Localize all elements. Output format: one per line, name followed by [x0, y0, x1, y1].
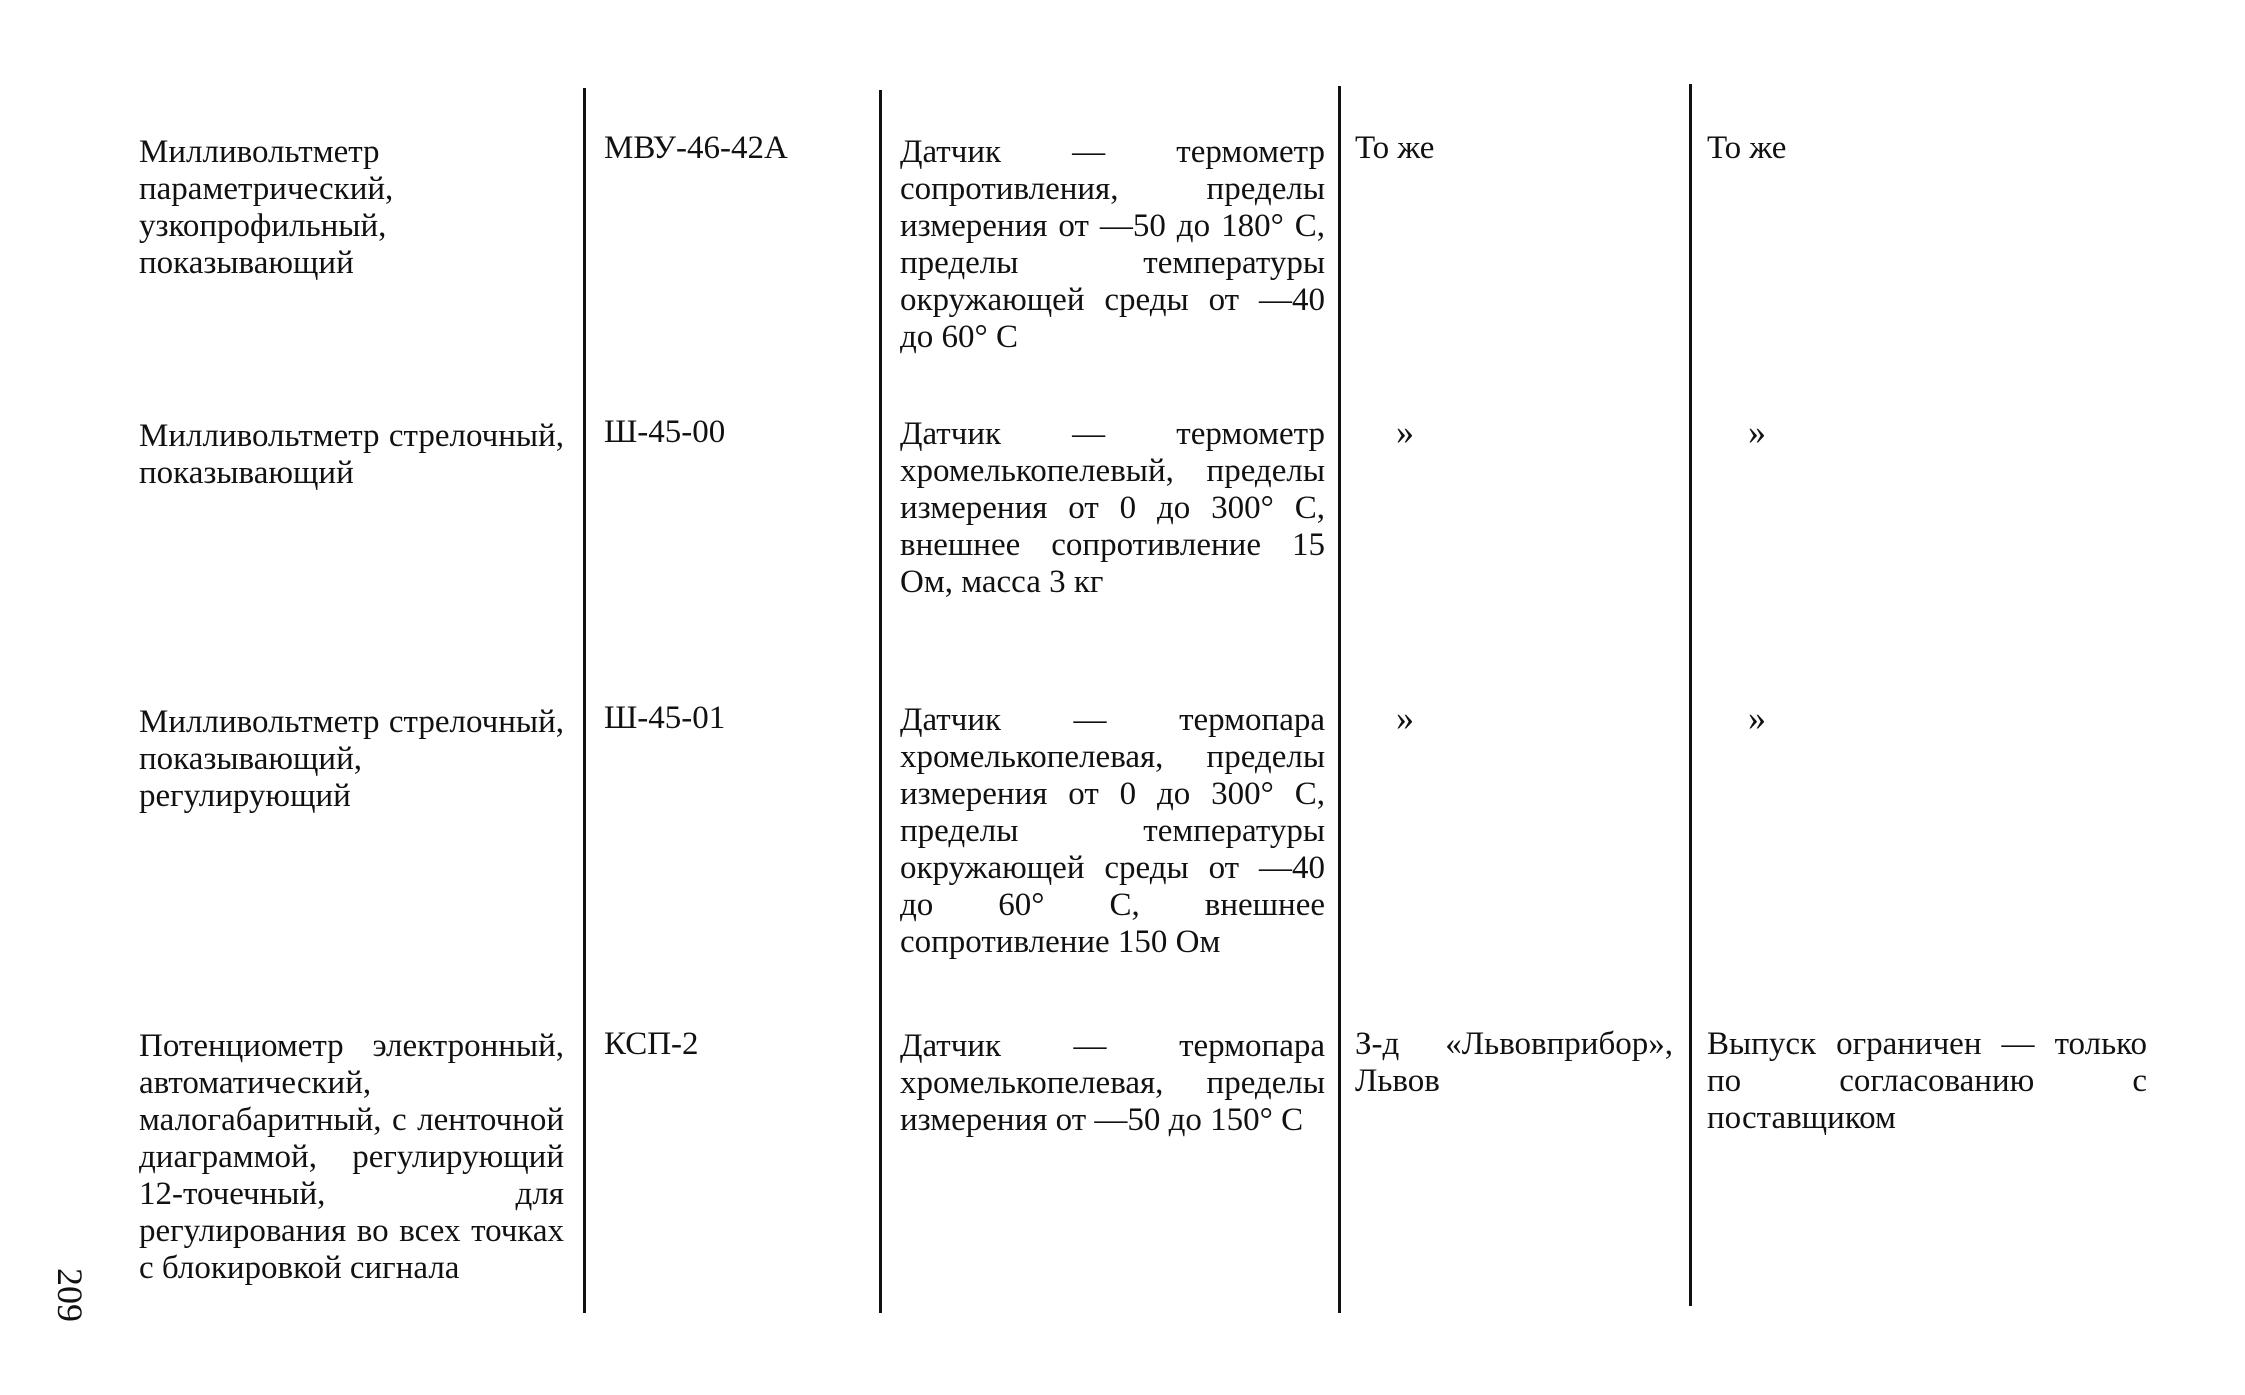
row-1-spec: Датчик — термометр сопротивления, пределы измерения от —50 до 180° С, пределы температуры окружающей среды от —40 до 60° С — [900, 134, 1325, 355]
row-1-name: Милливольтметр параметрический, узкопрофильный, показывающий — [139, 134, 394, 281]
row-4-type: КСП-2 — [604, 1026, 699, 1062]
row-3-name: Милливольтметр стрелочный, показывающий, регулирующий — [139, 704, 564, 814]
row-1-type: МВУ-46-42А — [604, 130, 788, 166]
row-2-maker-ditto: » — [1396, 412, 1414, 452]
row-3-maker-ditto: » — [1396, 698, 1414, 738]
row-2-type: Ш-45-00 — [604, 414, 726, 450]
row-3-type: Ш-45-01 — [604, 700, 726, 736]
column-rule-2 — [879, 90, 882, 1313]
row-4-maker: З-д «Львовприбор», Львов — [1355, 1026, 1673, 1099]
row-3-note-ditto: » — [1748, 698, 1766, 738]
row-2-name: Милливольтметр стрелочный, показывающий — [139, 418, 564, 491]
row-4-note: Выпуск ограничен — только по согласованию с поставщиком — [1707, 1026, 2147, 1136]
row-1-maker: То же — [1355, 130, 1435, 166]
column-rule-1 — [583, 88, 586, 1313]
row-4-name: Потенциометр электронный, автоматический, малогабаритный, с ленточной диаграммой, регулирующий 12-точечный, для регулирования во всех точках с блокировкой сигнала — [139, 1028, 564, 1286]
row-1-note: То же — [1707, 130, 1787, 166]
column-rule-4 — [1689, 84, 1692, 1306]
row-2-spec: Датчик — термометр хромелькопелевый, пределы измерения от 0 до 300° С, внешнее сопротивление 15 Ом, масса 3 кг — [900, 416, 1325, 600]
column-rule-3 — [1338, 86, 1341, 1313]
row-4-spec: Датчик — термопара хромелькопелевая, пределы измерения от —50 до 150° С — [900, 1028, 1325, 1138]
row-3-spec: Датчик — термопара хромелькопелевая, пределы измерения от 0 до 300° С, пределы температуры окружающей среды от —40 до 60° С, внешнее сопротивление 150 Ом — [900, 702, 1325, 960]
row-2-note-ditto: » — [1748, 412, 1766, 452]
page-number: 209 — [50, 1268, 90, 1322]
